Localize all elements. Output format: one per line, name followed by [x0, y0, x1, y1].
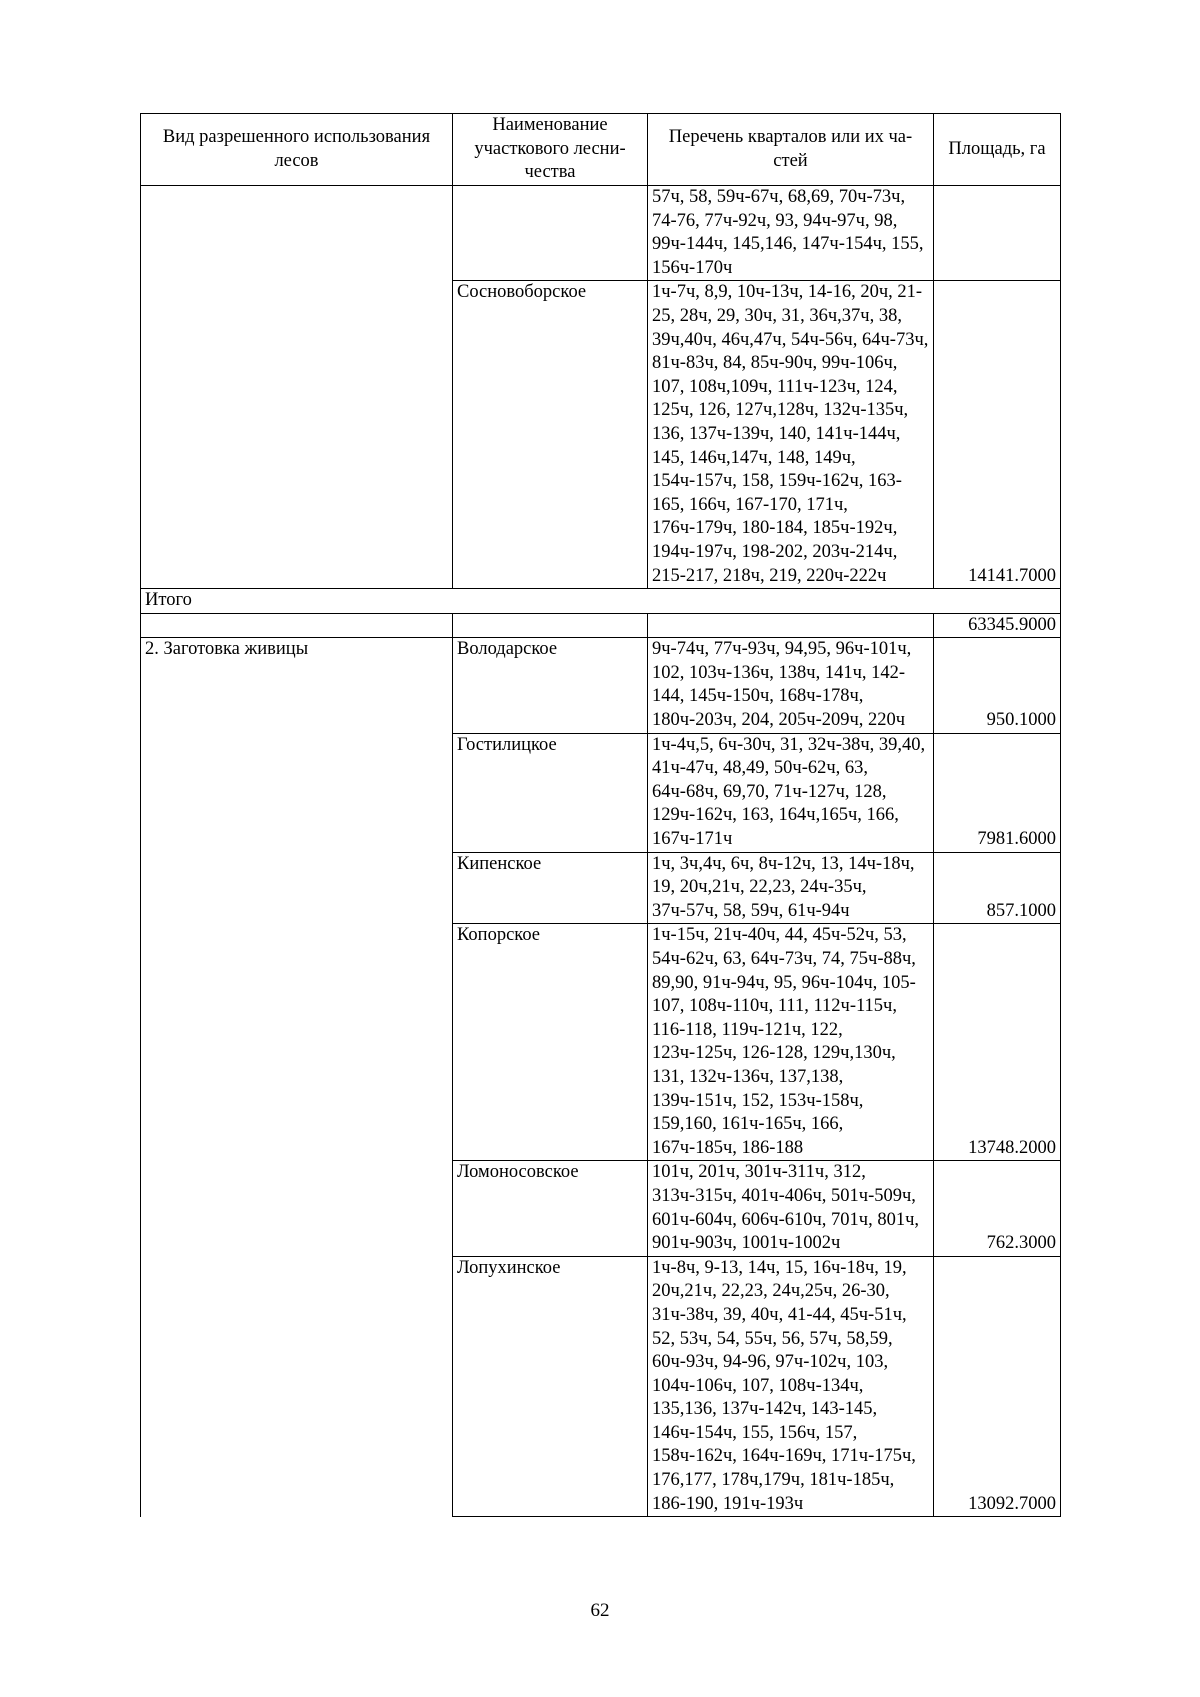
total-empty-cell [453, 613, 648, 638]
use-type-cell-empty [141, 1256, 453, 1517]
table-row-continued [141, 186, 1061, 281]
quarters-cell: 1ч-7ч, 8,9, 10ч-13ч, 14-16, 20ч, 21-25, 28ч, 29, 30ч, 31, 36ч,37ч, 38, 39ч,40ч, 46ч,47ч, 54ч-56ч, 64ч-73ч, 81ч-83ч, 84, 85ч-90ч, 99ч-106ч, 107, 108ч,109ч, 111ч-123ч, 124, 125ч, 126, 127ч,128ч, 132ч-135ч, 136, 137ч-139ч, 140, 141ч-144ч, 145, 146ч,147ч, 148, 149ч, 154ч-157ч, 158, 159ч-162ч, 163-165, 166ч, 167-170, 171ч, 176ч-179ч, 180-184, 185ч-192ч, 194ч-197ч, 198-202, 203ч-214ч, 215-217, 218ч, 219, 220ч-222ч [648, 281, 934, 589]
area-cell: 950.1000 [934, 638, 1061, 733]
total-empty-cell [141, 613, 453, 638]
total-label: Итого [141, 589, 1061, 614]
quarters-cell: 9ч-74ч, 77ч-93ч, 94,95, 96ч-101ч, 102, 103ч-136ч, 138ч, 141ч, 142-144, 145ч-150ч, 168ч-178ч, 180ч-203ч, 204, 205ч-209ч, 220ч [648, 638, 934, 733]
total-value-row [141, 613, 1061, 638]
forestry-cell: Копорское [453, 924, 648, 1161]
use-type-cell-empty [141, 852, 453, 924]
area-cell: 762.3000 [934, 1161, 1061, 1256]
area-cell: 14141.7000 [934, 281, 1061, 589]
quarters-cell: 1ч-4ч,5, 6ч-30ч, 31, 32ч-38ч, 39,40, 41ч-47ч, 48,49, 50ч-62ч, 63, 64ч-68ч, 69,70, 71ч-127ч, 128, 129ч-162ч, 163, 164ч,165ч, 166, 167ч-171ч [648, 733, 934, 852]
quarters-cell: 101ч, 201ч, 301ч-311ч, 312, 313ч-315ч, 401ч-406ч, 501ч-509ч, 601ч-604ч, 606ч-610ч, 701ч, 801ч, 901ч-903ч, 1001ч-1002ч [648, 1161, 934, 1256]
table-row-volodarskoe [141, 638, 1061, 733]
use-type-cell-empty [141, 1161, 453, 1256]
forest-use-table [140, 113, 1061, 1517]
area-cell: 13748.2000 [934, 924, 1061, 1161]
page-number: 62 [590, 1600, 610, 1621]
table-row-lopukhinskoe [141, 1256, 1061, 1517]
total-empty-cell [648, 613, 934, 638]
area-cell: 7981.6000 [934, 733, 1061, 852]
quarters-cell: 57ч, 58, 59ч-67ч, 68,69, 70ч-73ч, 74-76, 77ч-92ч, 93, 94ч-97ч, 98, 99ч-144ч, 145,146, 147ч-154ч, 155, 156ч-170ч [648, 186, 934, 281]
table-row-gostilitskoe [141, 733, 1061, 852]
area-cell: 13092.7000 [934, 1256, 1061, 1517]
table-row-sosnovoborskoe [141, 281, 1061, 589]
quarters-cell: 1ч, 3ч,4ч, 6ч, 8ч-12ч, 13, 14ч-18ч, 19, 20ч,21ч, 22,23, 24ч-35ч, 37ч-57ч, 58, 59ч, 61ч-94ч [648, 852, 934, 924]
forestry-cell: Гостилицкое [453, 733, 648, 852]
use-type-cell-empty [141, 924, 453, 1161]
use-type-cell-empty [141, 281, 453, 589]
use-type-cell-empty [141, 186, 453, 281]
forestry-cell-empty [453, 186, 648, 281]
forestry-cell: Сосновоборское [453, 281, 648, 589]
table-header-row [141, 114, 1061, 186]
use-type-cell-empty [141, 733, 453, 852]
table-row-kipenskoe [141, 852, 1061, 924]
table-row-lomonosovskoe [141, 1161, 1061, 1256]
forestry-cell: Ломоносовское [453, 1161, 648, 1256]
quarters-cell: 1ч-15ч, 21ч-40ч, 44, 45ч-52ч, 53, 54ч-62ч, 63, 64ч-73ч, 74, 75ч-88ч, 89,90, 91ч-94ч, 95, 96ч-104ч, 105-107, 108ч-110ч, 111, 112ч-115ч, 116-118, 119ч-121ч, 122, 123ч-125ч, 126-128, 129ч,130ч, 131, 132ч-136ч, 137,138, 139ч-151ч, 152, 153ч-158ч, 159,160, 161ч-165ч, 166, 167ч-185ч, 186-188 [648, 924, 934, 1161]
total-area-value: 63345.9000 [934, 613, 1061, 638]
forestry-cell: Лопухинское [453, 1256, 648, 1517]
header-use-type: Вид разрешенного использования лесов [141, 114, 453, 186]
forestry-cell: Володарское [453, 638, 648, 733]
area-cell-empty [934, 186, 1061, 281]
use-type-cell: 2. Заготовка живицы [141, 638, 453, 733]
table-row-koporskoe [141, 924, 1061, 1161]
header-quarters: Перечень кварталов или их ча-стей [648, 114, 934, 186]
forestry-cell: Кипенское [453, 852, 648, 924]
quarters-cell: 1ч-8ч, 9-13, 14ч, 15, 16ч-18ч, 19, 20ч,21ч, 22,23, 24ч,25ч, 26-30, 31ч-38ч, 39, 40ч, 41-44, 45ч-51ч, 52, 53ч, 54, 55ч, 56, 57ч, 58,59, 60ч-93ч, 94-96, 97ч-102ч, 103, 104ч-106ч, 107, 108ч-134ч, 135,136, 137ч-142ч, 143-145, 146ч-154ч, 155, 156ч, 157, 158ч-162ч, 164ч-169ч, 171ч-175ч, 176,177, 178ч,179ч, 181ч-185ч, 186-190, 191ч-193ч [648, 1256, 934, 1517]
total-label-row [141, 589, 1061, 614]
header-area: Площадь, га [934, 114, 1061, 186]
header-forestry: Наименование участкового лесни-чества [453, 114, 648, 186]
area-cell: 857.1000 [934, 852, 1061, 924]
